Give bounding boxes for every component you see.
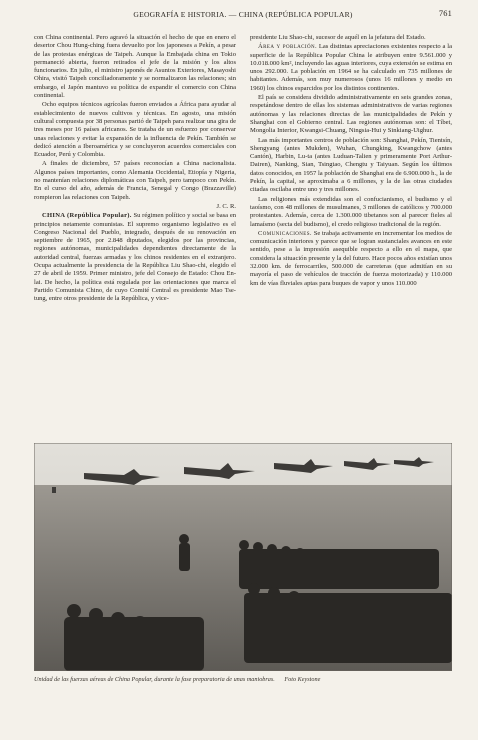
paragraph: Ocho equipos técnicos agrícolas fueron enviados a África para ayudar al establecimiento de nuevos cultivos y técnicas. En agosto, una misión cultural compuesta por 38 personas partió de Taipeh para realizar una gira de tres meses por 16 países africanos. Se trataba de un esfuerzo por conservar unas relaciones y evitar la expansión de la influencia de Pekín. También se dedicó atención a Iberoamérica y se concluyeron acuerdos comerciales con Ecuador, Perú y Colombia. (34, 101, 236, 159)
left-column (34, 34, 236, 305)
section-body: Su régimen político y social se basa en principios netamente comunistas. El supremo organismo legislativo es el Congreso Nacional del Pueblo, integrado, después de su renovación en septiembre de 1965, por 2.848 diputados, elegidos por las provincias, regiones autónomas, municipalidades dependientes directamente de la autoridad central, fuerzas armadas y los chinos residentes en el extranjero. Ocupa actualmente la presidencia de la República Liu Shao-chi, elegido el 27 de abril de 1959. Primer ministro, jefe del Consejo de Estado: Chou En-lai. De hecho, la política está regulada por las orientaciones que marca el Partido Comunista Chino, de cuyo Comité Central es presidente Mao Tse-tung, entre otros presidente de la República, y vice- (34, 212, 236, 303)
subsection-heading: Comunicaciones. (258, 229, 312, 237)
text-columns (34, 34, 452, 305)
page-number: 761 (438, 9, 452, 18)
paragraph: Las religiones más extendidas son el confucianismo, el budismo y el taoísmo, con 48 millones de musulmanes, 3 millones de católicos y 700.000 protestantes. Además, cerca de 1.300.000 tibetanos son al parecer fieles al lamaísmo (secta del budismo), el credo religioso tradicional de la región. (250, 195, 452, 228)
running-title: GEOGRAFÍA E HISTORIA. — CHINA (REPÚBLICA POPULAR) (133, 10, 353, 19)
subsection-heading: Área y población. (258, 43, 318, 51)
paragraph: presidente Liu Shao-chi, sucesor de aquél en la jefatura del Estado. (250, 34, 426, 41)
paragraph: con China continental. Pero agravó la situación el hecho de que en enero el desertor Chou Hung-ching fuera devuelto por los japoneses a Pekín, a pesar de las protestas enérgicas de Taipeh. Aunque la Embajada china en Tokio permaneció abierta, fueron retirados el jefe de la misión y los altos funcionarios. En julio, el ministro japonés de Asuntos Exteriores, Masayoshi Ohira, visitó Taipeh conciliadoramente y se normalizaron las relaciones; sin embargo, el Japón mantuvo su política de expandir el comercio con China continental. (34, 34, 236, 100)
paragraph: Las más importantes centros de población son: Shanghai, Pekín, Tientsín, Shengyang (antes Mukden), Wuhan, Chungking, Kwangchow (antes Cantón), Harbin, Lu-ta (antes Luduan-Talien y primeramente Port Arthur-Dairen), Nanking, Sian, Tsingtao, Chengtu y Taiyuan. Según los últimos datos conocidos, en 1957 la población de Shanghai era de 6.900.000 h., la de Pekín, la capital, se aproximaba a 6 millones, y la de las otras ciudades citadas oscilaba entre uno y tres millones. (250, 136, 452, 194)
running-header (34, 6, 452, 28)
air-force-photo (34, 443, 452, 671)
photo-credit: Foto Keystone (284, 676, 321, 683)
book-page (0, 6, 478, 740)
author-signature: J. C. R. (216, 202, 236, 210)
figure-caption (34, 676, 452, 683)
right-column (250, 34, 452, 305)
photograph (34, 443, 452, 671)
paragraph: El país se considera dividido administrativamente en seis grandes zonas, respetándose dentro de ellas los sistemas administrativos de varias regiones autónomas y las relaciones directas de las municipalidades de Pekín y Shanghai con el Gobierno central. Las regiones autónomas son: el Tíbet, Mongolia Interior, Kwangsi-Chuang, Ningsia-Hui y Sinkiang-Uighur. (250, 94, 452, 135)
section-heading: CHINA (República Popular). (42, 212, 132, 220)
paragraph: A finales de diciembre, 57 países reconocían a China nacionalista. Algunos países importantes, como Alemania Occidental, Etiopía y Nigeria, no mantenían relaciones diplomáticas con Taipeh, pero tampoco con Pekín. En el curso del año, además de Francia, Senegal y Congo (Brazzaville) rompieron las relaciones con Taipeh. (34, 160, 236, 201)
subsection-body: Las distintas apreciaciones existentes respecto a la superficie de la República Popular China le atribuyen entre 9.561.000 y 10.018.000 km², incluyendo las aguas interiores, cuya extensión se estima en unos 292.000. La población en 1964 se ha calculado en 735 millones de habitantes. Además, son muy numerosos (unos 16 millones y medio en 1960) los chinos esparcidos por los distintos continentes. (250, 43, 452, 92)
section-paragraph (250, 230, 452, 288)
section-paragraph (250, 43, 452, 93)
subsection-body: Se trabaja activamente en incrementar los medios de comunicación interiores y parece que se logran sustanciales avances en este sentido, pese a la impresión asequible respecto a ello en el mapa, que considera la situación presente y la del futuro. Hace pocos años existían unos 32.000 km. de ferrocarriles, 500.000 de carreteras (que admitían en su mayoría el paso de vehículos de tracción de fuerza motorizada) y 110.000 km de vías fluviales aptas para buques de vapor y unos 110.000 (250, 229, 453, 287)
caption-text: Unidad de las fuerzas aéreas de China Popular, durante la fase preparatoria de unas maniobras. (34, 676, 275, 683)
section-paragraph (34, 212, 236, 303)
